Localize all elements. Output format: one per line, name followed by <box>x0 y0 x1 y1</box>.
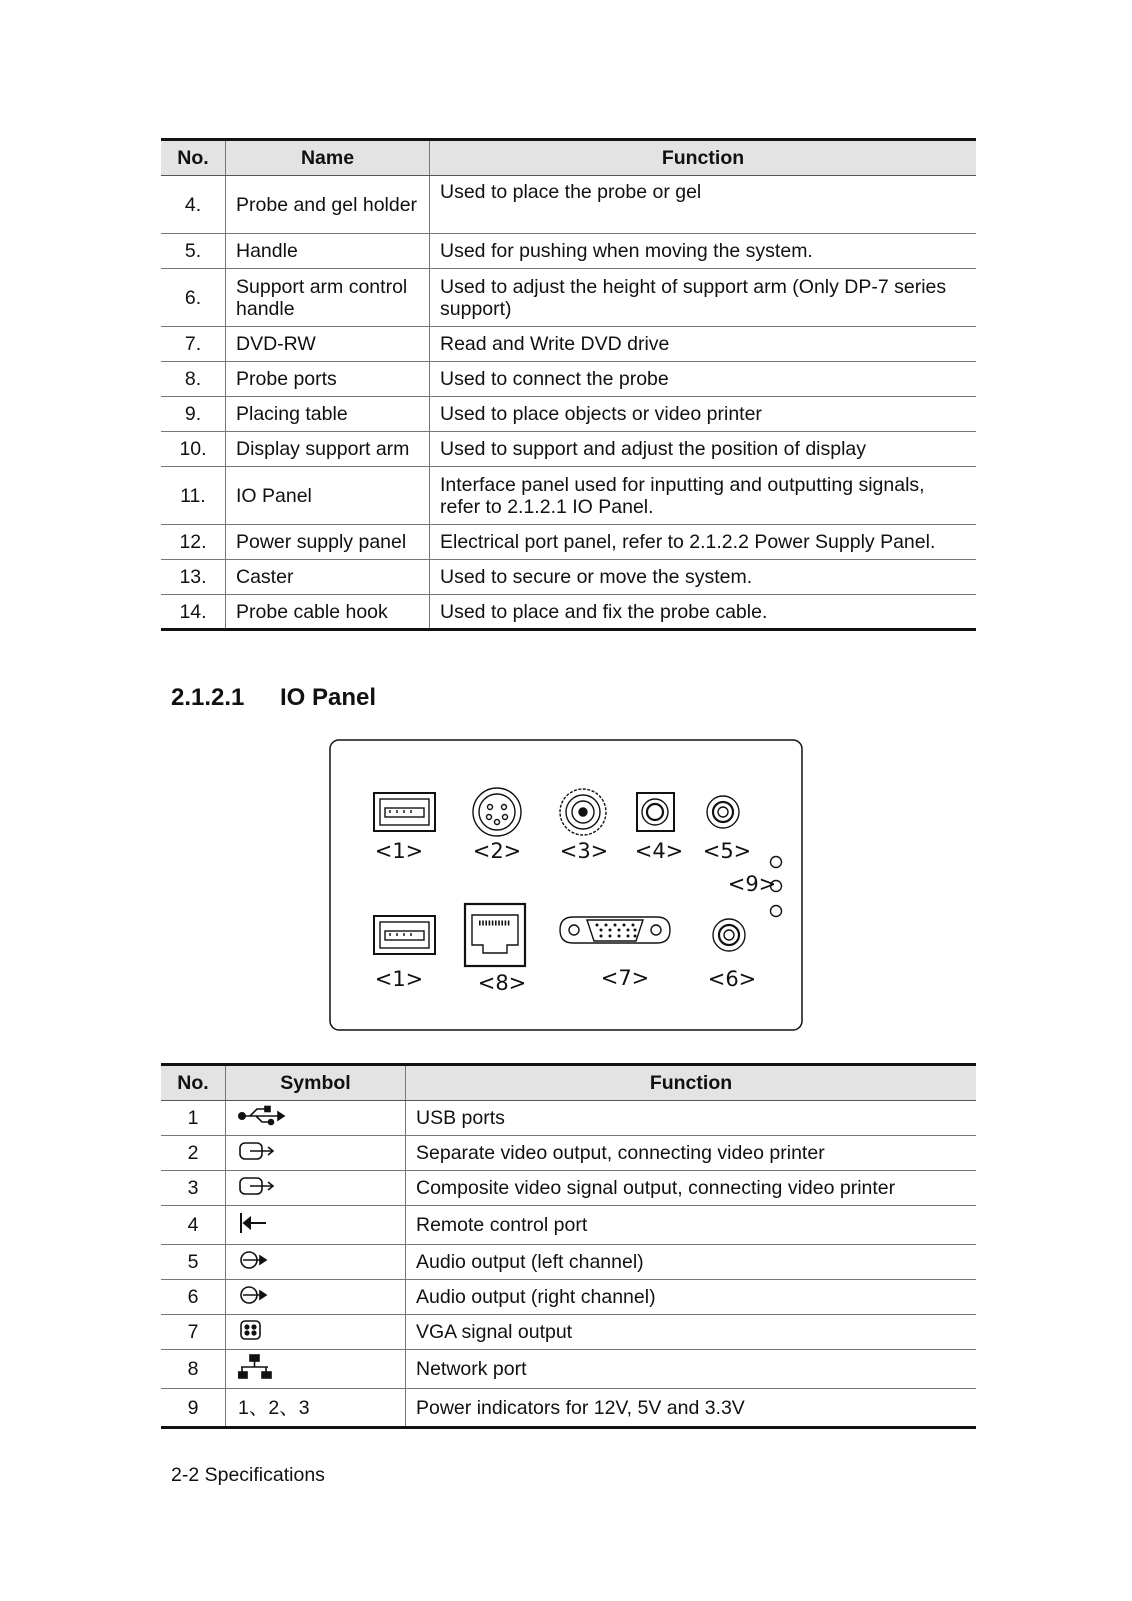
row-name: Probe and gel holder <box>226 176 430 234</box>
section-title: IO Panel <box>280 684 377 711</box>
row-function: Used to place objects or video printer <box>430 397 977 432</box>
row-function: Power indicators for 12V, 5V and 3.3V <box>406 1389 977 1428</box>
usb-port-icon <box>374 793 435 831</box>
audio-output-icon <box>238 1284 274 1306</box>
row-name: Caster <box>226 560 430 595</box>
row-no: 5 <box>161 1245 226 1280</box>
table-row <box>161 1389 976 1428</box>
row-no: 12. <box>161 525 226 560</box>
row-function: Separate video output, connecting video printer <box>406 1136 977 1171</box>
row-name: IO Panel <box>226 467 430 525</box>
remote-port-icon <box>637 793 674 831</box>
table-row <box>161 362 976 397</box>
header-symbol: Symbol <box>226 1065 406 1101</box>
table-header-row <box>161 140 976 176</box>
vga-port-icon <box>560 917 670 943</box>
row-no: 4. <box>161 176 226 234</box>
row-symbol <box>226 1136 406 1171</box>
table-row <box>161 1101 976 1136</box>
row-name: Power supply panel <box>226 525 430 560</box>
table-row <box>161 525 976 560</box>
network-port-icon <box>465 904 525 966</box>
audio-output-icon <box>238 1249 274 1271</box>
row-symbol <box>226 1315 406 1350</box>
row-function: Audio output (right channel) <box>406 1280 977 1315</box>
row-function: Used to secure or move the system. <box>430 560 977 595</box>
io-panel-diagram <box>329 739 803 1031</box>
row-name: Handle <box>226 234 430 269</box>
row-no: 4 <box>161 1206 226 1245</box>
row-no: 6. <box>161 269 226 327</box>
row-function: Used to place the probe or gel <box>430 176 977 234</box>
header-no: No. <box>161 140 226 176</box>
row-symbol <box>226 1350 406 1389</box>
table-row <box>161 1136 976 1171</box>
table-row <box>161 595 976 630</box>
row-function: Electrical port panel, refer to 2.1.2.2 Power Supply Panel. <box>430 525 977 560</box>
row-no: 6 <box>161 1280 226 1315</box>
diagram-label: <3> <box>559 839 609 863</box>
row-name: Probe cable hook <box>226 595 430 630</box>
table-row <box>161 397 976 432</box>
section-heading <box>171 684 376 712</box>
row-function: Used for pushing when moving the system. <box>430 234 977 269</box>
page-footer: 2-2 Specifications <box>171 1464 325 1486</box>
header-function: Function <box>406 1065 977 1101</box>
row-name: Probe ports <box>226 362 430 397</box>
audio-port-icon <box>707 796 739 828</box>
diagram-label: <2> <box>472 839 522 863</box>
diagram-label: <1> <box>374 839 424 863</box>
row-symbol <box>226 1245 406 1280</box>
diagram-label: <4> <box>634 839 684 863</box>
row-function: Interface panel used for inputting and outputting signals, refer to 2.1.2.1 IO Panel. <box>430 467 977 525</box>
row-no: 7. <box>161 327 226 362</box>
diagram-label: <8> <box>477 971 527 995</box>
row-no: 7 <box>161 1315 226 1350</box>
row-function: Used to adjust the height of support arm (Only DP-7 series support) <box>430 269 977 327</box>
header-function: Function <box>430 140 977 176</box>
row-function: Used to support and adjust the position of display <box>430 432 977 467</box>
row-no: 10. <box>161 432 226 467</box>
row-function: Composite video signal output, connecting video printer <box>406 1171 977 1206</box>
diagram-label: <7> <box>600 966 650 990</box>
row-no: 9. <box>161 397 226 432</box>
row-function: Remote control port <box>406 1206 977 1245</box>
row-name: Support arm control handle <box>226 269 430 327</box>
row-no: 11. <box>161 467 226 525</box>
io-symbols-table <box>161 1063 976 1429</box>
row-symbol <box>226 1280 406 1315</box>
table-row <box>161 560 976 595</box>
table-row <box>161 467 976 525</box>
video-output-icon <box>238 1175 278 1197</box>
row-function: USB ports <box>406 1101 977 1136</box>
row-name: DVD-RW <box>226 327 430 362</box>
table-row <box>161 1350 976 1389</box>
usb-port-icon <box>374 916 435 954</box>
row-symbol <box>226 1171 406 1206</box>
row-symbol <box>226 1206 406 1245</box>
diagram-label: <9> <box>727 872 777 896</box>
table-row <box>161 1171 976 1206</box>
table-row <box>161 176 976 234</box>
row-no: 8 <box>161 1350 226 1389</box>
row-no: 3 <box>161 1171 226 1206</box>
table-row <box>161 1245 976 1280</box>
video-output-icon <box>238 1140 278 1162</box>
header-name: Name <box>226 140 430 176</box>
s-video-port-icon <box>473 788 521 836</box>
row-no: 9 <box>161 1389 226 1428</box>
row-function: Read and Write DVD drive <box>430 327 977 362</box>
table-row <box>161 1206 976 1245</box>
row-function: VGA signal output <box>406 1315 977 1350</box>
header-no: No. <box>161 1065 226 1101</box>
row-symbol <box>226 1101 406 1136</box>
row-no: 1 <box>161 1101 226 1136</box>
table-row <box>161 1280 976 1315</box>
row-function: Audio output (left channel) <box>406 1245 977 1280</box>
table-row <box>161 234 976 269</box>
remote-control-icon <box>238 1211 270 1235</box>
diagram-label: <1> <box>374 967 424 991</box>
usb-icon <box>238 1105 286 1127</box>
bnc-port-icon <box>560 789 606 835</box>
table-row <box>161 432 976 467</box>
row-function: Used to connect the probe <box>430 362 977 397</box>
row-no: 14. <box>161 595 226 630</box>
row-no: 5. <box>161 234 226 269</box>
table-header-row <box>161 1065 976 1101</box>
audio-port-icon <box>713 919 745 951</box>
table-row <box>161 269 976 327</box>
section-number: 2.1.2.1 <box>171 684 245 711</box>
row-symbol-text: 1、2、3 <box>226 1389 406 1428</box>
diagram-label: <6> <box>707 967 757 991</box>
row-name: Display support arm <box>226 432 430 467</box>
row-no: 2 <box>161 1136 226 1171</box>
row-name: Placing table <box>226 397 430 432</box>
diagram-label: <5> <box>702 839 752 863</box>
table-row <box>161 1315 976 1350</box>
network-icon <box>238 1354 272 1380</box>
row-function: Network port <box>406 1350 977 1389</box>
row-no: 13. <box>161 560 226 595</box>
row-function: Used to place and fix the probe cable. <box>430 595 977 630</box>
table-row <box>161 327 976 362</box>
row-no: 8. <box>161 362 226 397</box>
components-table <box>161 138 976 631</box>
vga-icon <box>238 1319 264 1341</box>
